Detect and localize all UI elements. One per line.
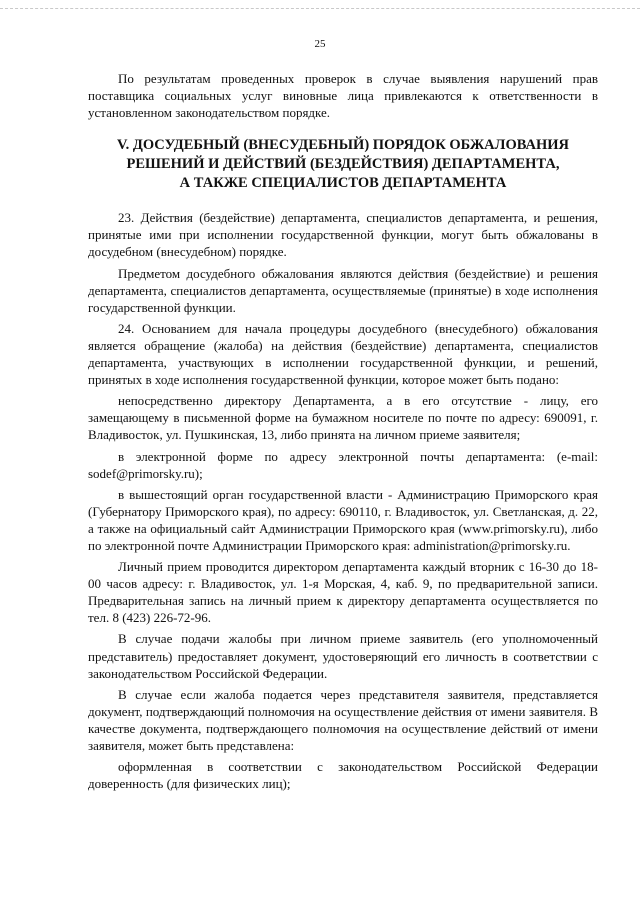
section-heading-line-2: РЕШЕНИЙ И ДЕЙСТВИЙ (БЕЗДЕЙСТВИЯ) ДЕПАРТАМЕНТА,	[126, 156, 560, 173]
page-number: 25	[314, 38, 326, 50]
scan-edge-line	[0, 8, 640, 9]
paragraph-identity-document: В случае подачи жалобы при личном приеме заявитель (его уполномоченный представитель) предоставляет документ, удостоверяющий его личность в соответствии с законодательством Российской Федерации.	[88, 631, 598, 681]
section-heading	[88, 136, 598, 193]
paragraph-appeal-subject: Предметом досудебного обжалования являются действия (бездействие) и решения департамента, специалистов департамента, осуществляемые (принятые) в ходе исполнения государственной функции.	[88, 265, 598, 315]
section-heading-line-1: V. ДОСУДЕБНЫЙ (ВНЕСУДЕБНЫЙ) ПОРЯДОК ОБЖАЛОВАНИЯ	[117, 137, 569, 154]
paragraph-24: 24. Основанием для начала процедуры досудебного (внесудебного) обжалования является обращение (жалоба) на действия (бездействие) департамента, специалистов департамента, участвующих в исполнении государственной функции, и решений, принятых в ходе исполнения государственной функции, которое может быть подано:	[88, 320, 598, 388]
paragraph-personal-reception: Личный прием проводится директором департамента каждый вторник с 16-30 до 18-00 часов адресу: г. Владивосток, ул. 1-я Морская, 4, каб. 9, по предварительной записи. Предварительная запись на личный прием к директору департамента осуществляется по тел. 8 (423) 226-72-96.	[88, 559, 598, 626]
paragraph-higher-authority: в вышестоящий орган государственной власти - Администрацию Приморского края (Губернатору Приморского края), по адресу: 690110, г. Владивосток, ул. Светланская, д. 22, а также на официальный сайт Администрации Приморского края (www.primorsky.ru), либо по электронной почте Администрации Приморского края: administration@primorsky.ru.	[88, 486, 598, 553]
paragraph-23: 23. Действия (бездействие) департамента, специалистов департамента, и решения, принятые ими при исполнении государственной функции, могут быть обжалованы в досудебном (внесудебном) порядке.	[88, 210, 598, 260]
intro-paragraph: По результатам проведенных проверок в случае выявления нарушений прав поставщика социальных услуг виновные лица привлекаются к ответственности в установленном законодательством порядке.	[88, 71, 598, 121]
document-body	[88, 70, 598, 796]
paragraph-direct-submission: непосредственно директору Департамента, а в его отсутствие - лицу, его замещающему в письменной форме на бумажном носителе по почте по адресу: 690091, г. Владивосток, ул. Пушкинская, 13, либо принята на личном приеме заявителя;	[88, 393, 598, 443]
paragraph-representative: В случае если жалоба подается через представителя заявителя, представляется документ, подтверждающий полномочия на осуществление действия от имени заявителя. В качестве документа, подтверждающего полномочия на осуществление действий от имени заявителя, может быть представлена:	[88, 686, 598, 753]
paragraph-electronic-submission: в электронной форме по адресу электронной почты департамента: (e-mail: sodef@primorsky.ru);	[88, 448, 598, 481]
section-heading-line-3: А ТАКЖЕ СПЕЦИАЛИСТОВ ДЕПАРТАМЕНТА	[179, 175, 507, 192]
paragraph-power-of-attorney: оформленная в соответствии с законодательством Российской Федерации доверенность (для физических лиц);	[88, 759, 598, 792]
